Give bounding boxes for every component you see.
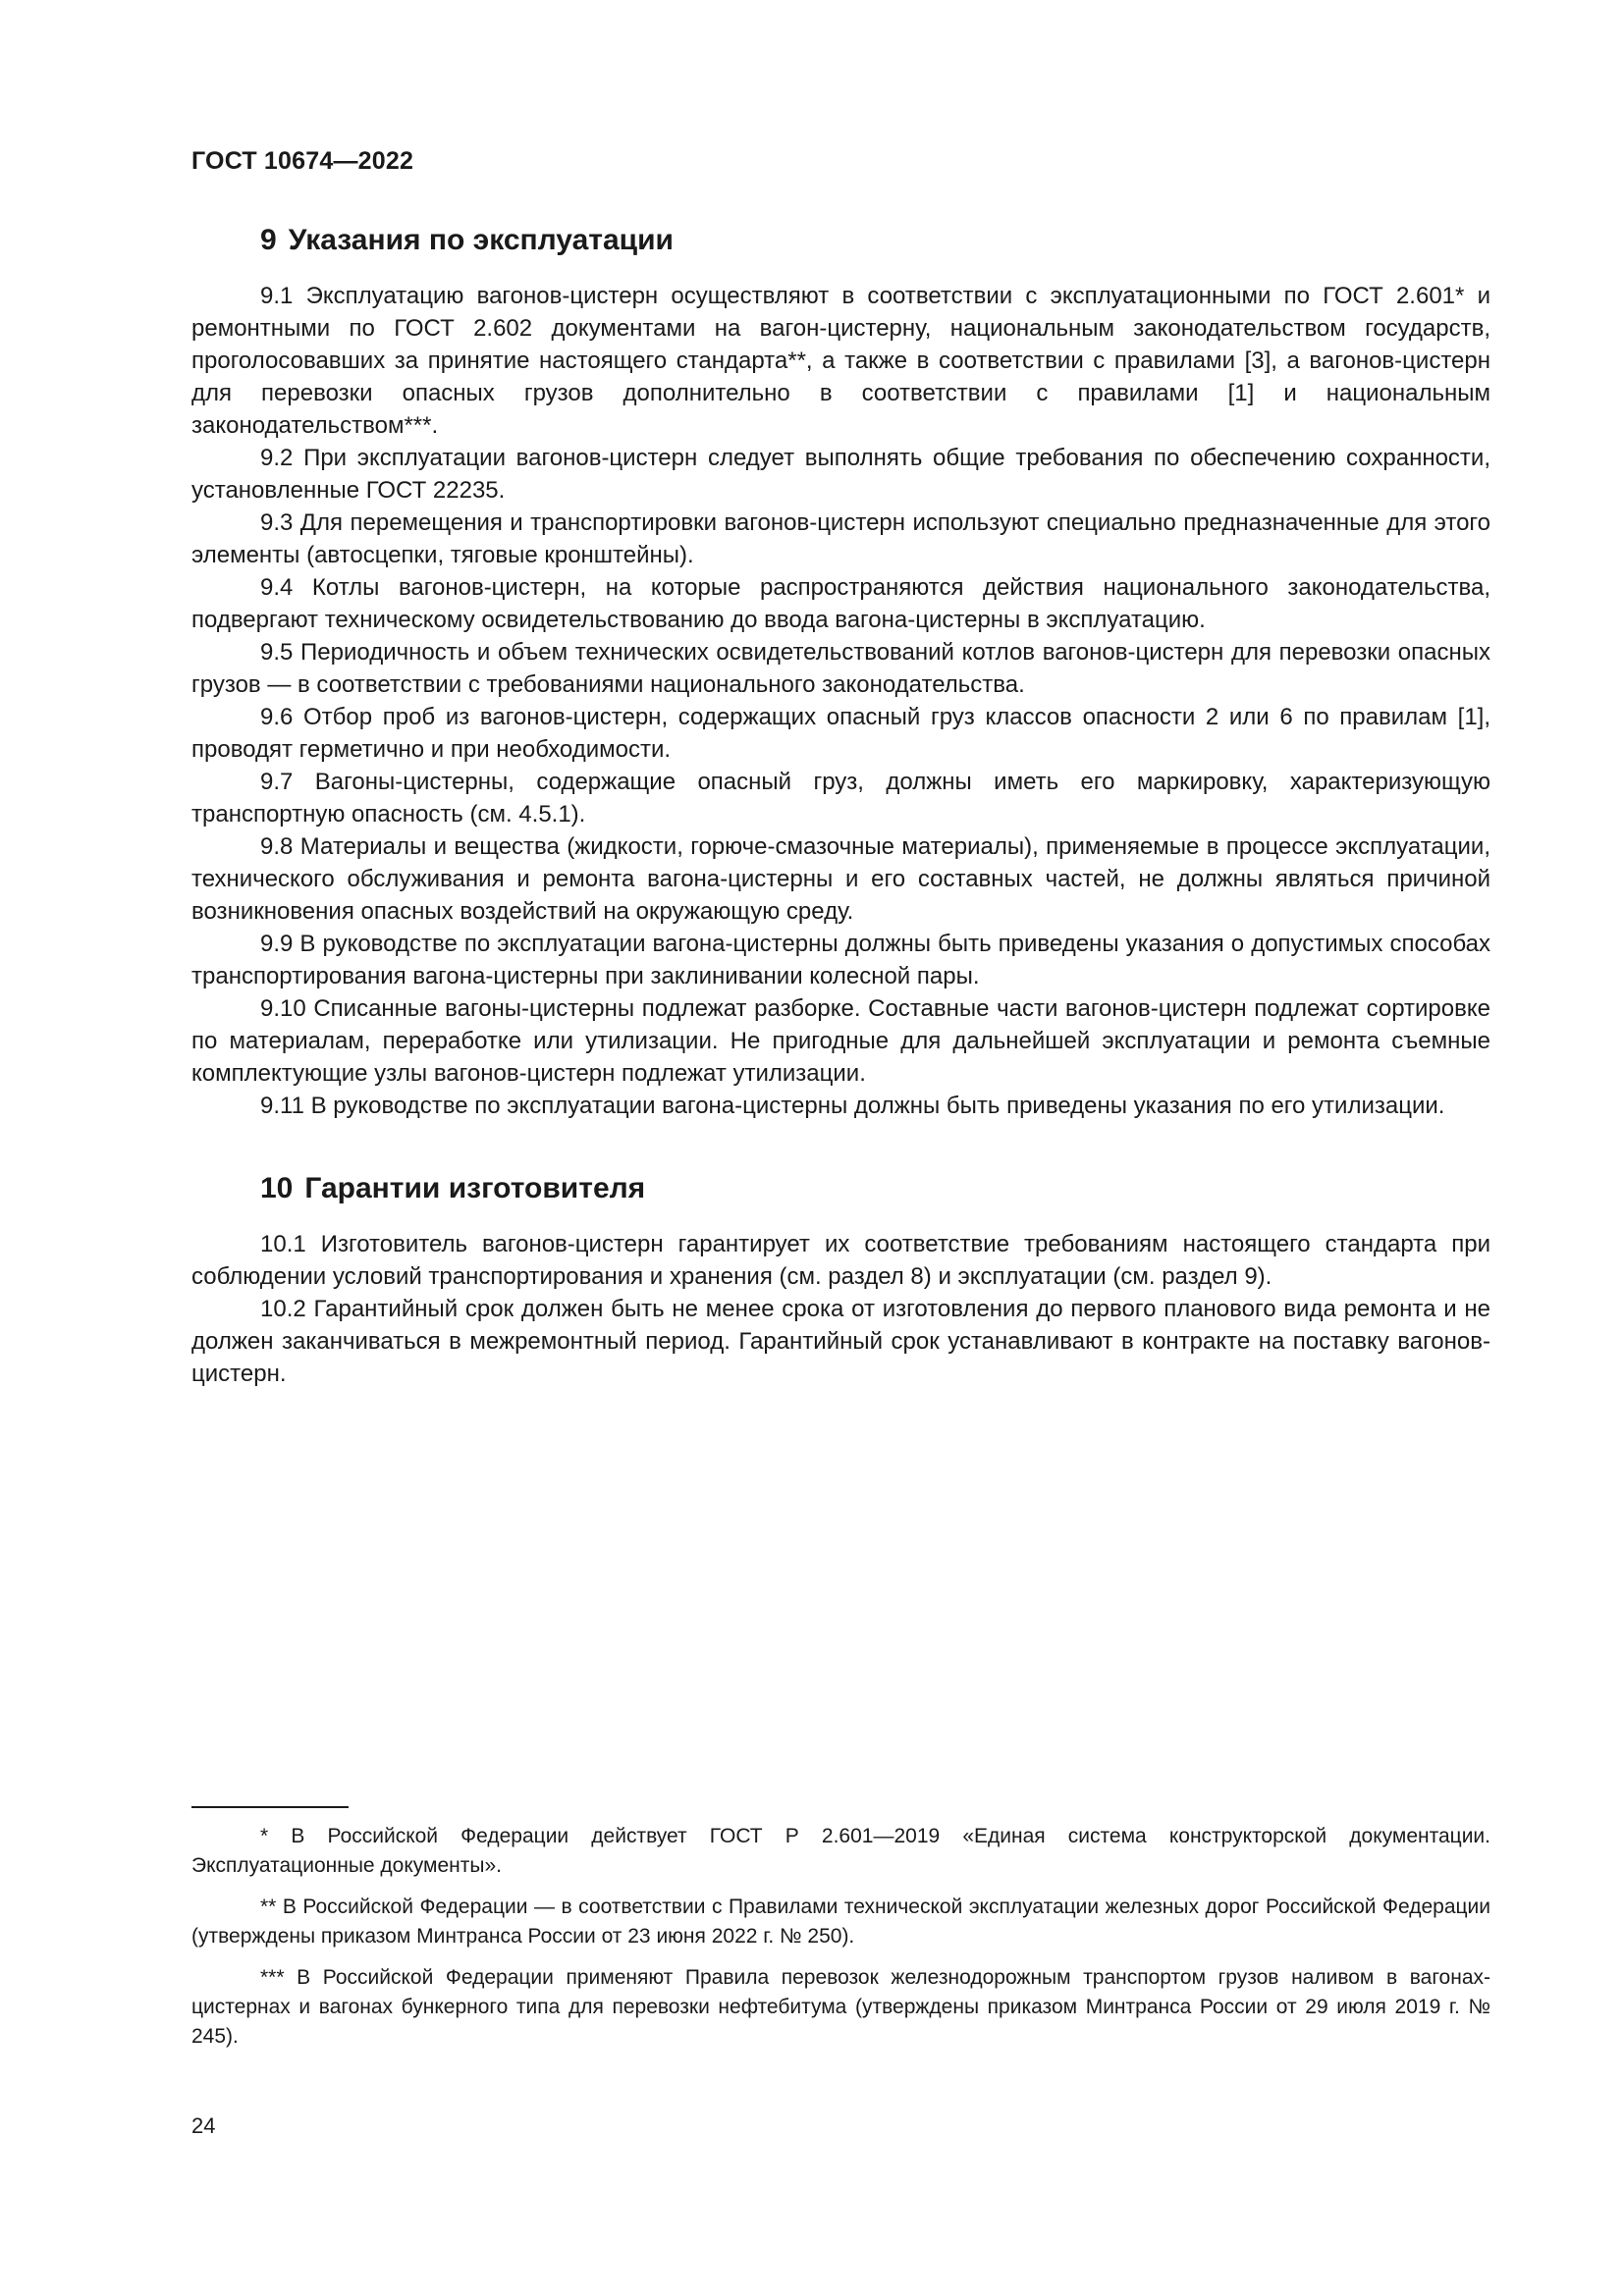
clause-9-4: 9.4 Котлы вагонов-цистерн, на которые распространяются действия национального законодательства, подвергают техническому освидетельствованию до ввода вагона-цистерны в эксплуатацию. bbox=[191, 574, 1490, 633]
clause-9-5: 9.5 Периодичность и объем технических освидетельствований котлов вагонов-цистерн для перевозки опасных грузов — в соответствии с требованиями национального законодательства. bbox=[191, 639, 1490, 698]
section-title: Гарантии изготовителя bbox=[304, 1172, 646, 1204]
clause-9-10: 9.10 Списанные вагоны-цистерны подлежат разборке. Составные части вагонов-цистерн подлежат сортировке по материалам, переработке или утилизации. Не пригодные для дальнейшей эксплуатации и ремонта съемные комплектующие узлы вагонов-цистерн подлежат утилизации. bbox=[191, 995, 1490, 1087]
clause-9-6: 9.6 Отбор проб из вагонов-цистерн, содержащих опасный груз классов опасности 2 или 6 по правилам [1], проводят герметично и при необходимости. bbox=[191, 704, 1490, 763]
clause-9-1: 9.1 Эксплуатацию вагонов-цистерн осуществляют в соответствии с эксплуатационными по ГОСТ 2.601* и ремонтными по ГОСТ 2.602 документами на вагон-цистерну, национальным законодательством государств, проголосовавших за принятие настоящего стандарта**, а также в соответствии с правилами [3], а вагонов-цистерн для перевозки опасных грузов дополнительно в соответствии с правилами [1] и национальным законодательством***. bbox=[191, 283, 1490, 439]
clause-9-11: 9.11 В руководстве по эксплуатации вагона-цистерны должны быть приведены указания по его утилизации. bbox=[260, 1093, 1445, 1119]
footnote-3: *** В Российской Федерации применяют Правила перевозок железнодорожным транспортом грузов наливом в вагонах-цистернах и вагонах бункерного типа для перевозки нефтебитума (утверждены приказом Минтранса России от 29 июля 2019 г. № 245). bbox=[191, 1966, 1490, 2048]
clause-10-2: 10.2 Гарантийный срок должен быть не менее срока от изготовления до первого планового вида ремонта и не должен заканчиваться в межремонтный период. Гарантийный срок устанавливают в контракте на поставку вагонов-цистерн. bbox=[191, 1296, 1490, 1387]
clause-9-9: 9.9 В руководстве по эксплуатации вагона-цистерны должны быть приведены указания о допустимых способах транспортирования вагона-цистерны при заклинивании колесной пары. bbox=[191, 931, 1490, 989]
footnote-1: * В Российской Федерации действует ГОСТ Р 2.601—2019 «Единая система конструкторской документации. Эксплуатационные документы». bbox=[191, 1825, 1490, 1877]
main-content bbox=[191, 221, 1490, 1390]
document-header: ГОСТ 10674—2022 bbox=[191, 147, 414, 175]
clause-9-2: 9.2 При эксплуатации вагонов-цистерн следует выполнять общие требования по обеспечению сохранности, установленные ГОСТ 22235. bbox=[191, 445, 1490, 504]
page-number: 24 bbox=[191, 2113, 216, 2138]
clause-10-1: 10.1 Изготовитель вагонов-цистерн гарантирует их соответствие требованиям настоящего стандарта при соблюдении условий транспортирования и хранения (см. раздел 8) и эксплуатации (см. раздел 9). bbox=[191, 1231, 1490, 1290]
section-number: 9 bbox=[260, 224, 277, 256]
section-heading-9 bbox=[260, 221, 1490, 260]
section-title: Указания по эксплуатации bbox=[288, 224, 674, 256]
footnote-2: ** В Российской Федерации — в соответствии с Правилами технической эксплуатации железных дорог Российской Федерации (утверждены приказом Минтранса России от 23 июня 2022 г. № 250). bbox=[191, 1896, 1490, 1948]
clause-9-8: 9.8 Материалы и вещества (жидкости, горюче-смазочные материалы), применяемые в процессе эксплуатации, технического обслуживания и ремонта вагона-цистерны и его составных частей, не должны являться причиной возникновения опасных воздействий на окружающую среду. bbox=[191, 833, 1490, 925]
footnote-separator bbox=[191, 1806, 349, 1808]
section-heading-10 bbox=[260, 1169, 1490, 1208]
clause-9-3: 9.3 Для перемещения и транспортировки вагонов-цистерн используют специально предназначенные для этого элементы (автосцепки, тяговые кронштейны). bbox=[191, 509, 1490, 568]
clause-9-7: 9.7 Вагоны-цистерны, содержащие опасный груз, должны иметь его маркировку, характеризующую транспортную опасность (см. 4.5.1). bbox=[191, 769, 1490, 828]
footnotes bbox=[191, 1806, 1490, 2063]
section-number: 10 bbox=[260, 1172, 294, 1204]
